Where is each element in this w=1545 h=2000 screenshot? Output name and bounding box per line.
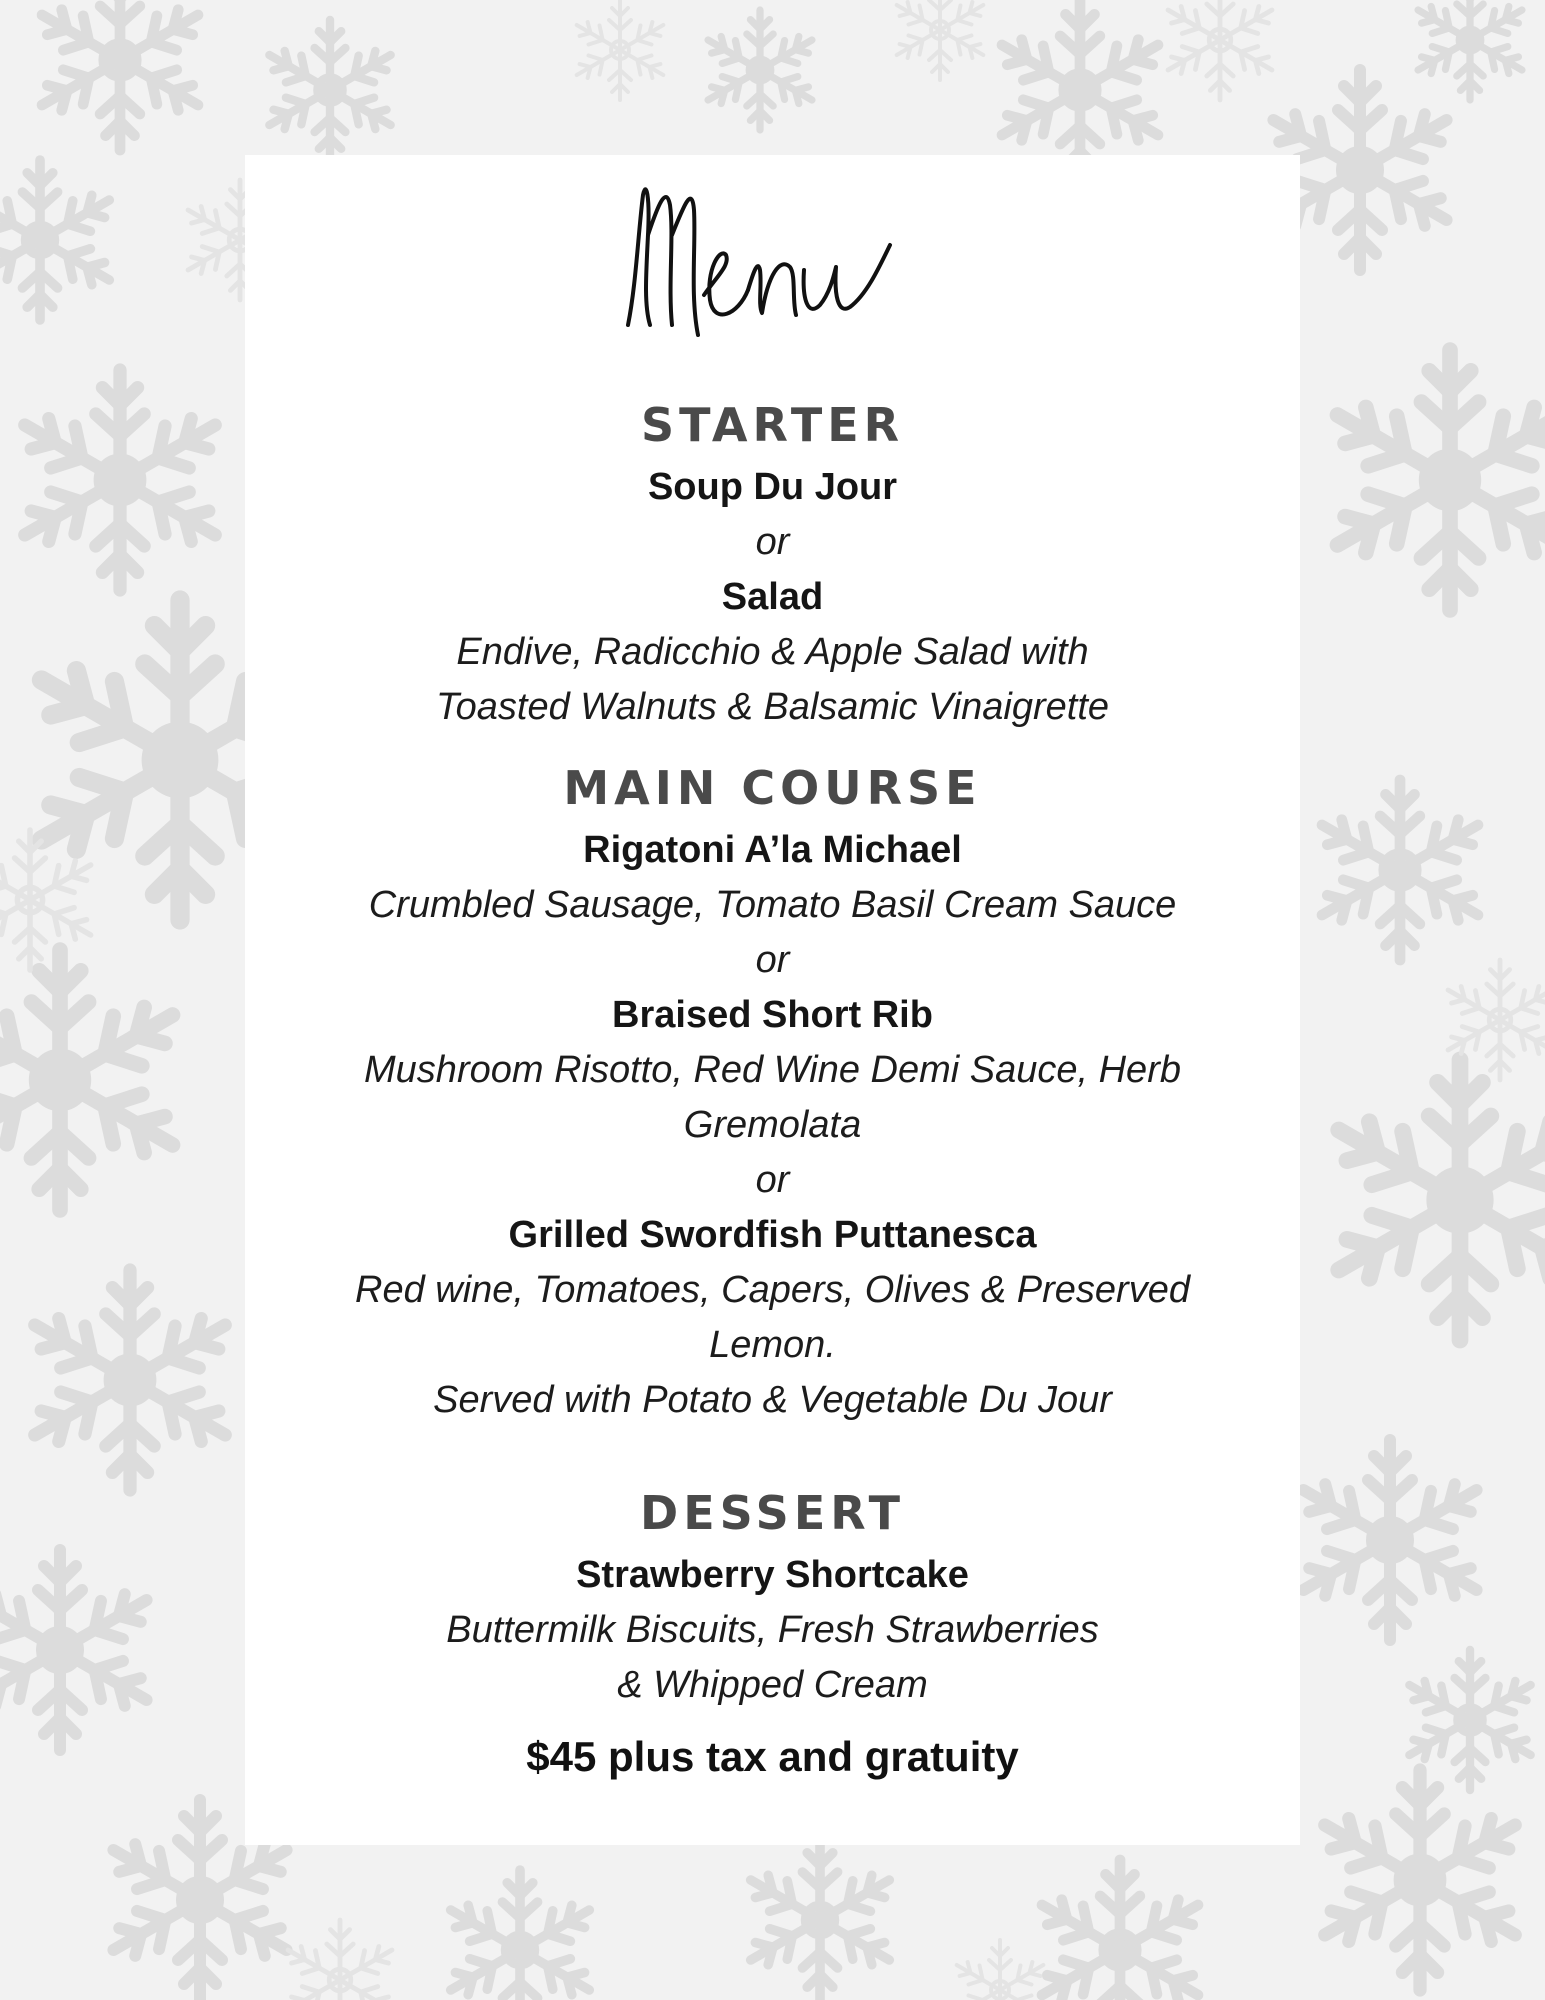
dish-soup-du-jour: Soup Du Jour [647, 466, 898, 508]
menu-price: $45 plus tax and gratuity [526, 1733, 1019, 1780]
salad-description-line2: Toasted Walnuts & Balsamic Vinaigrette [435, 686, 1110, 728]
or-separator: or [755, 521, 790, 563]
served-with-note: Served with Potato & Vegetable Du Jour [433, 1379, 1112, 1421]
dish-strawberry-shortcake: Strawberry Shortcake [576, 1554, 969, 1596]
salad-description-line1: Endive, Radicchio & Apple Salad with [456, 631, 1089, 673]
short-rib-description-line1: Mushroom Risotto, Red Wine Demi Sauce, Herb [364, 1049, 1181, 1091]
dish-braised-short-rib: Braised Short Rib [612, 994, 933, 1036]
shortcake-description-line2: & Whipped Cream [617, 1664, 928, 1706]
dish-rigatoni: Rigatoni A’la Michael [583, 829, 962, 871]
dish-grilled-swordfish: Grilled Swordfish Puttanesca [508, 1214, 1037, 1256]
short-rib-description-line2: Gremolata [683, 1104, 862, 1146]
swordfish-description-line1: Red wine, Tomatoes, Capers, Olives & Preserved [355, 1269, 1190, 1311]
starter-heading: STARTER [640, 398, 905, 452]
menu-title [245, 175, 1300, 345]
menu-content [245, 390, 1300, 1787]
menu-script-logo [608, 175, 938, 345]
swordfish-description-line2: Lemon. [709, 1324, 836, 1366]
dish-salad: Salad [721, 576, 824, 618]
shortcake-description-line1: Buttermilk Biscuits, Fresh Strawberries [446, 1609, 1099, 1651]
or-separator: or [755, 1159, 790, 1201]
or-separator: or [755, 939, 790, 981]
menu-card [245, 155, 1300, 1845]
dessert-heading: DESSERT [640, 1486, 905, 1540]
rigatoni-description: Crumbled Sausage, Tomato Basil Cream Sauce [368, 884, 1177, 926]
main-course-heading: MAIN COURSE [563, 761, 982, 815]
